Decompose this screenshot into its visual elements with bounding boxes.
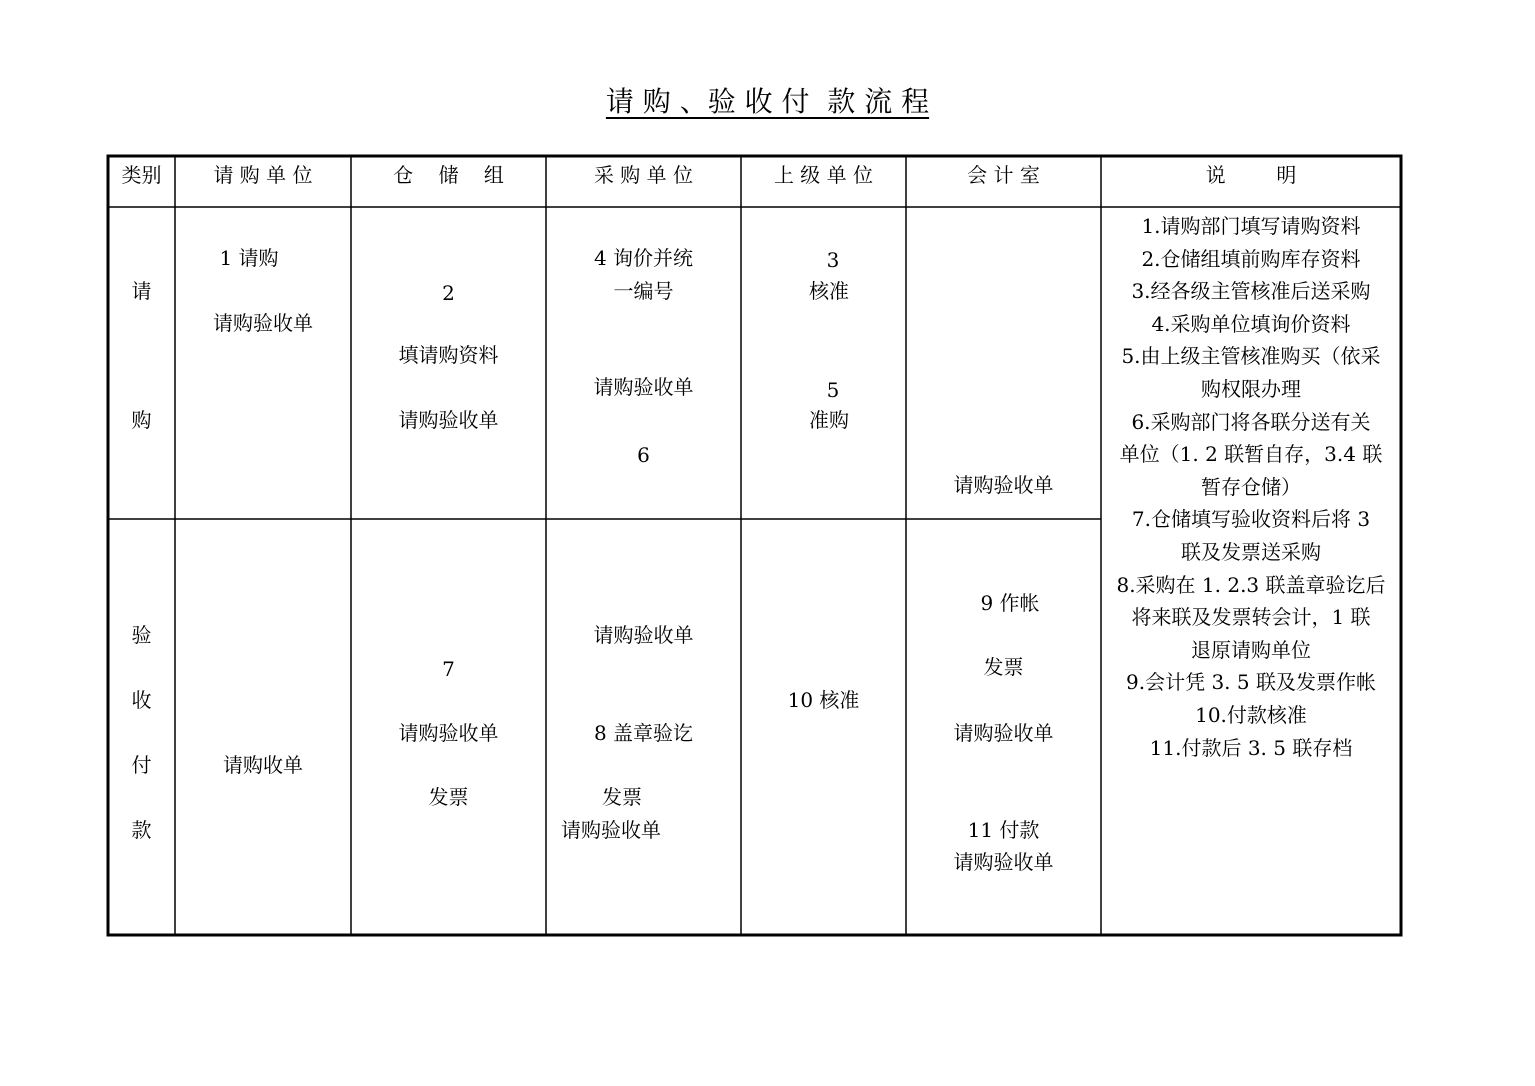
note-line: 1.请购部门填写请购资料	[1141, 214, 1361, 238]
pur-step-6: 6	[637, 443, 650, 467]
header-accounting-office: 会 计 室	[967, 163, 1040, 187]
note-line: 10.付款核准	[1195, 702, 1307, 727]
note-line: 购权限办理	[1201, 376, 1301, 401]
note-line: 联及发票送采购	[1181, 539, 1321, 564]
section2-label-2: 收	[131, 688, 152, 712]
header-requesting-unit: 请 购 单 位	[213, 163, 313, 187]
acc-invoice: 发票	[983, 655, 1024, 679]
note-line: 9.会计凭 3. 5 联及发票作帐	[1126, 670, 1376, 695]
sup-approve: 核准	[809, 279, 849, 303]
note-line: 将来联及发票转会计，1 联	[1131, 605, 1371, 630]
sup-step-5: 5	[826, 378, 840, 402]
pur-doc-1: 请购验收单	[593, 375, 694, 399]
note-line: 6.采购部门将各联分送有关	[1131, 409, 1371, 434]
note-line: 2.仓储组填前购库存资料	[1141, 246, 1361, 271]
stor-doc-2: 请购验收单	[398, 721, 499, 745]
pur-doc-2: 请购验收单	[593, 623, 694, 647]
req-doc-1: 请购验收单	[213, 311, 313, 335]
note-line: 4.采购单位填询价资料	[1151, 311, 1351, 336]
acc-step-11: 11 付款	[967, 818, 1040, 842]
stor-step-7: 7	[442, 657, 455, 681]
section2-label-3: 付	[131, 753, 152, 777]
header-explanation: 说 明	[1205, 163, 1297, 187]
sup-step-10: 10 核准	[787, 688, 860, 712]
req-doc-2: 请购收单	[223, 753, 303, 777]
header-superior-unit: 上 级 单 位	[773, 163, 874, 187]
acc-step-9: 9 作帐	[980, 591, 1040, 615]
pur-doc-3: 请购验收单	[561, 818, 661, 842]
sup-step-3: 3	[826, 248, 840, 272]
note-line: 5.由上级主管核准购买（依采	[1121, 344, 1381, 369]
pur-step-4-line1: 4 询价并统	[593, 246, 694, 270]
acc-doc-2: 请购验收单	[953, 721, 1054, 745]
stor-action: 填请购资料	[398, 343, 499, 367]
pur-step-8: 8 盖章验讫	[593, 721, 694, 745]
header-purchasing-unit: 采 购 单 位	[593, 163, 694, 187]
section2-label-4: 款	[131, 818, 152, 842]
section1-label-1: 请	[131, 279, 152, 303]
acc-doc-1: 请购验收单	[953, 473, 1054, 497]
note-line: 3.经各级主管核准后送采购	[1131, 279, 1371, 304]
pur-invoice: 发票	[602, 785, 642, 809]
header-category: 类别	[121, 163, 162, 187]
note-line: 11.付款后 3. 5 联存档	[1149, 735, 1353, 760]
stor-step-2: 2	[442, 281, 455, 305]
note-line: 单位（1. 2 联暂自存，3.4 联	[1119, 442, 1383, 467]
note-line: 暂存仓储）	[1201, 474, 1301, 499]
pur-step-4-line2: 一编号	[613, 279, 674, 303]
note-line: 7.仓储填写验收资料后将 3	[1131, 507, 1371, 532]
header-storage-group: 仓 储 组	[393, 163, 504, 187]
section2-label-1: 验	[131, 623, 152, 647]
stor-invoice: 发票	[428, 785, 469, 809]
acc-doc-3: 请购验收单	[953, 850, 1054, 874]
section1-label-2: 购	[131, 408, 152, 432]
sup-purchase: 准购	[809, 408, 849, 432]
stor-doc-1: 请购验收单	[398, 408, 499, 432]
note-line: 8.采购在 1. 2.3 联盖章验讫后	[1116, 572, 1386, 597]
explanation-notes	[1104, 210, 1398, 764]
req-step-1: 1 请购	[219, 246, 279, 270]
title-text: 请 购 、验 收 付 款 流 程	[605, 85, 930, 118]
note-line: 退原请购单位	[1191, 637, 1311, 662]
